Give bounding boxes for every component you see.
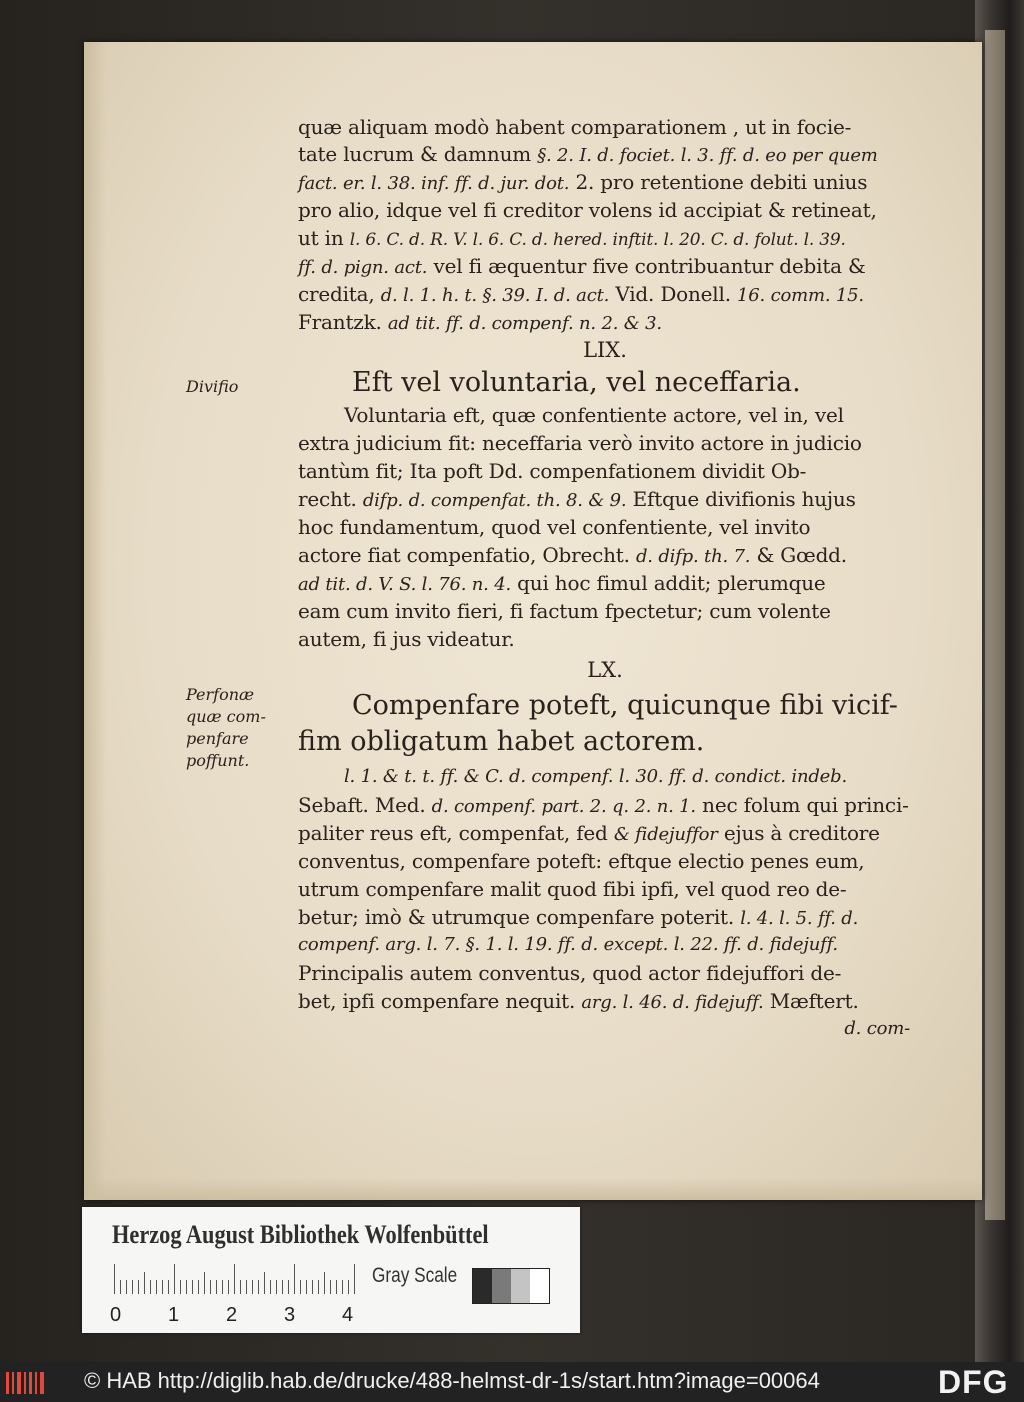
section-number: LIX. [583, 338, 627, 362]
ruler-tick [198, 1280, 199, 1294]
gray-scale-label: Gray Scale [372, 1264, 458, 1287]
ruler-tick [222, 1280, 223, 1294]
ruler-tick [306, 1280, 307, 1294]
ruler-tick [150, 1280, 151, 1294]
ruler-tick [114, 1264, 115, 1294]
dfg-logo: DFG [938, 1364, 1009, 1400]
text-line: bet, ipfi compenfare nequit. arg. l. 46. d. fidejuff. Mæftert. [298, 989, 859, 1013]
margin-note: poffunt. [186, 751, 250, 770]
barcode-icon [6, 1370, 48, 1396]
ruler-tick [168, 1280, 169, 1294]
ruler-tick [252, 1280, 253, 1294]
thesis-statement: Eft vel voluntaria, vel neceffaria. [352, 367, 801, 398]
margin-note: penfare [186, 729, 249, 748]
ruler-tick [144, 1272, 145, 1294]
text-line: ff. d. pign. act. vel fi æquentur five contribuantur debita & [298, 254, 866, 278]
text-line: betur; imò & utrumque compenfare poterit. l. 4. l. 5. ff. d. [298, 905, 859, 929]
ruler-number: 4 [342, 1304, 354, 1326]
ruler-tick [216, 1280, 217, 1294]
ruler-tick [204, 1272, 205, 1294]
text-line: Principalis autem conventus, quod actor fidejuffori de- [298, 961, 842, 985]
ruler-tick [312, 1280, 313, 1294]
gray-swatch [530, 1269, 549, 1303]
ruler-tick [192, 1280, 193, 1294]
ruler-tick [348, 1280, 349, 1294]
margin-note: quæ com- [186, 707, 266, 726]
text-line: pro alio, idque vel fi creditor volens id accipiat & retineat, [298, 198, 877, 222]
ruler-tick [354, 1264, 355, 1294]
gray-scale-swatches [472, 1268, 550, 1304]
library-name: Herzog August Bibliothek Wolfenbüttel [112, 1220, 489, 1249]
ruler-tick [120, 1280, 121, 1294]
text-line: compenf. arg. l. 7. §. 1. l. 19. ff. d. except. l. 22. ff. d. fidejuff. [298, 934, 838, 955]
ruler-tick [138, 1280, 139, 1294]
margin-note: Divifio [186, 377, 239, 396]
ruler-tick [180, 1280, 181, 1294]
catchword: d. com- [844, 1018, 910, 1039]
text-line: credita, d. l. 1. h. t. §. 39. I. d. act. Vid. Donell. 16. comm. 15. [298, 282, 864, 306]
margin-note: Perfonæ [186, 685, 255, 704]
text-line: tate lucrum & damnum §. 2. I. d. fociet. l. 3. ff. d. eo per quem [298, 142, 878, 166]
text-line: utrum compenfare malit quod fibi ipfi, vel quod reo de- [298, 877, 847, 901]
text-line: ut in l. 6. C. d. R. V. l. 6. C. d. hered. inftit. l. 20. C. d. folut. l. 39. [298, 226, 846, 250]
ruler-number: 0 [110, 1304, 122, 1326]
gray-swatch [511, 1269, 530, 1303]
section-number: LX. [587, 658, 623, 682]
ruler-tick [210, 1280, 211, 1294]
ruler-tick [300, 1280, 301, 1294]
gray-swatch [492, 1269, 511, 1303]
ruler-tick [264, 1272, 265, 1294]
ruler-number: 2 [226, 1304, 238, 1326]
ruler-tick [132, 1280, 133, 1294]
text-line: Frantzk. ad tit. ff. d. compenf. n. 2. & 3. [298, 310, 662, 334]
text-line: eam cum invito fieri, fi factum fpectetur; cum volente [298, 599, 831, 623]
text-line: ad tit. d. V. S. l. 76. n. 4. qui hoc fimul addit; plerumque [298, 571, 826, 595]
ruler-tick [288, 1280, 289, 1294]
ruler-tick [174, 1264, 175, 1294]
ruler-tick [294, 1264, 295, 1294]
ruler-tick [258, 1280, 259, 1294]
thesis-statement: Compenfare poteft, quicunque fibi vicif- [352, 690, 898, 721]
facing-page-edge [985, 30, 1005, 1220]
text-line: tantùm fit; Ita poft Dd. compenfationem dividit Ob- [298, 459, 807, 483]
text-line: Voluntaria eft, quæ confentiente actore, vel in, vel [344, 403, 844, 427]
ruler-tick [156, 1280, 157, 1294]
page-shadow-bottom [84, 1178, 982, 1200]
ruler-tick [240, 1280, 241, 1294]
text-line: extra judicium fit: neceffaria verò invito actore in judicio [298, 431, 862, 455]
text-line: fact. er. l. 38. inf. ff. d. jur. dot. 2. pro retentione debiti unius [298, 170, 868, 194]
ruler-tick [162, 1280, 163, 1294]
page-shadow-left [84, 42, 106, 1200]
text-line: recht. difp. d. compenfat. th. 8. & 9. Eftque divifionis hujus [298, 487, 856, 511]
ruler-tick [318, 1280, 319, 1294]
ruler-tick [276, 1280, 277, 1294]
ruler-number: 1 [168, 1304, 180, 1326]
ruler-tick [324, 1272, 325, 1294]
ruler-tick [336, 1280, 337, 1294]
text-line: conventus, compenfare poteft: eftque electio penes eum, [298, 849, 865, 873]
text-line: l. 1. & t. t. ff. & C. d. compenf. l. 30. ff. d. condict. indeb. [344, 766, 847, 787]
ruler-tick [330, 1280, 331, 1294]
text-line: paliter reus eft, compenfat, fed & fidejuffor ejus à creditore [298, 821, 880, 845]
ruler-tick [126, 1280, 127, 1294]
ruler-tick [228, 1280, 229, 1294]
ruler-number: 3 [284, 1304, 296, 1326]
thesis-statement: fim obligatum habet actorem. [298, 726, 705, 757]
text-line: autem, fi jus videatur. [298, 627, 515, 651]
text-line: Sebaft. Med. d. compenf. part. 2. q. 2. n. 1. nec folum qui princi- [298, 793, 909, 817]
gray-swatch [473, 1269, 492, 1303]
text-line: quæ aliquam modò habent comparationem , ut in focie- [298, 115, 852, 139]
ruler-tick [282, 1280, 283, 1294]
ruler-tick [270, 1280, 271, 1294]
ruler-tick [186, 1280, 187, 1294]
text-line: hoc fundamentum, quod vel confentiente, vel invito [298, 515, 811, 539]
ruler-tick [342, 1280, 343, 1294]
text-line: actore fiat compenfatio, Obrecht. d. difp. th. 7. & Gœdd. [298, 543, 847, 567]
ruler-tick [234, 1264, 235, 1294]
ruler-tick [246, 1280, 247, 1294]
copyright-url[interactable]: © HAB http://diglib.hab.de/drucke/488-helmst-dr-1s/start.htm?image=00064 [84, 1368, 820, 1393]
centimeter-ruler [110, 1264, 354, 1326]
